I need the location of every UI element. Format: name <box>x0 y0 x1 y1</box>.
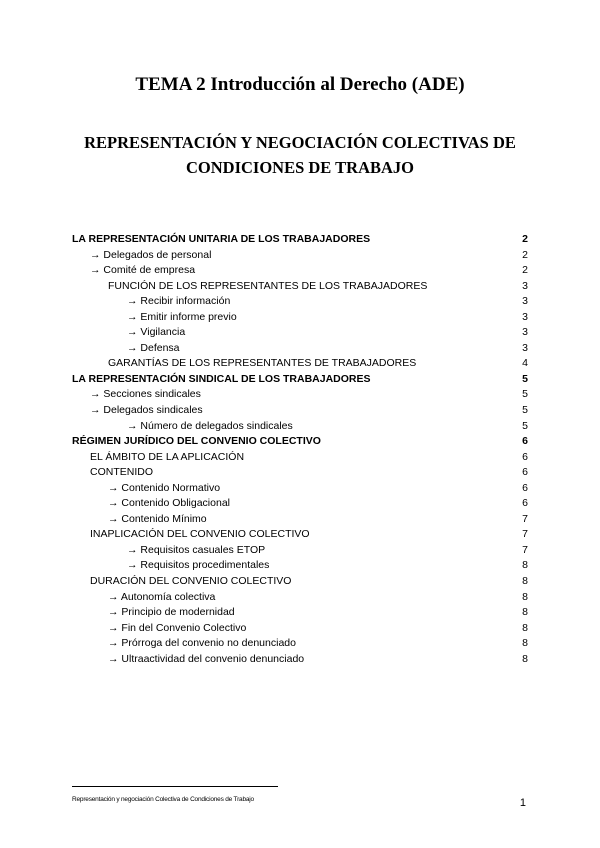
toc-entry-label: → Delegados de personal <box>90 248 212 261</box>
toc-entry-page: 3 <box>522 295 528 308</box>
toc-entry[interactable] <box>72 372 528 388</box>
toc-entry[interactable] <box>72 387 528 403</box>
toc-entry[interactable] <box>72 636 528 652</box>
page-number: 1 <box>519 797 526 809</box>
toc-entry-page: 6 <box>522 481 528 494</box>
toc-entry-page: 8 <box>522 652 528 665</box>
toc-entry[interactable] <box>72 325 528 341</box>
toc-entry-page: 2 <box>522 233 528 245</box>
toc-entry[interactable] <box>72 590 528 606</box>
toc-entry[interactable] <box>72 248 528 264</box>
toc-entry[interactable] <box>72 605 528 621</box>
toc-entry-page: 5 <box>522 404 528 417</box>
toc-entry[interactable] <box>72 294 528 310</box>
toc-entry[interactable] <box>72 232 528 248</box>
toc-entry-page: 8 <box>522 637 528 650</box>
toc-entry[interactable] <box>72 527 528 543</box>
toc-entry-label: → Ultraactividad del convenio denunciado <box>108 652 305 665</box>
toc-entry-label: LA REPRESENTACIÓN SINDICAL DE LOS TRABAJADORES <box>72 372 371 385</box>
toc-entry-page: 6 <box>522 450 528 463</box>
toc-entry[interactable] <box>72 652 528 668</box>
toc-entry[interactable] <box>72 465 528 481</box>
toc-entry-page: 5 <box>522 419 528 432</box>
toc-entry-label: INAPLICACIÓN DEL CONVENIO COLECTIVO <box>90 528 310 541</box>
toc-entry-page: 6 <box>522 466 528 479</box>
toc-entry-page: 6 <box>522 435 528 448</box>
document-title: TEMA 2 Introducción al Derecho (ADE) <box>135 74 465 95</box>
toc-entry-label: DURACIÓN DEL CONVENIO COLECTIVO <box>90 575 292 588</box>
toc-entry-page: 8 <box>522 590 528 603</box>
toc-entry-page: 8 <box>522 575 528 588</box>
toc-entry-label: → Vigilancia <box>127 326 186 339</box>
toc-entry[interactable] <box>72 621 528 637</box>
toc-entry-page: 8 <box>522 606 528 619</box>
toc-entry[interactable] <box>72 263 528 279</box>
toc-entry-page: 3 <box>522 310 528 323</box>
toc-entry-label: CONTENIDO <box>90 466 153 479</box>
toc-entry-label: LA REPRESENTACIÓN UNITARIA DE LOS TRABAJADORES <box>72 233 371 245</box>
toc-entry-label: RÉGIMEN JURÍDICO DEL CONVENIO COLECTIVO <box>72 435 321 448</box>
toc-entry-label: → Emitir informe previo <box>127 310 237 323</box>
subtitle-line-1: REPRESENTACIÓN Y NEGOCIACIÓN COLECTIVAS DE <box>84 133 516 152</box>
toc-entry[interactable] <box>72 543 528 559</box>
toc-entry[interactable] <box>72 481 528 497</box>
toc-entry-label: EL ÁMBITO DE LA APLICACIÓN <box>90 450 245 463</box>
toc-entry-page: 8 <box>522 621 528 634</box>
document-subtitle <box>0 130 600 180</box>
toc-entry[interactable] <box>72 356 528 372</box>
table-of-contents <box>72 232 528 667</box>
toc-entry[interactable] <box>72 434 528 450</box>
toc-entry-page: 2 <box>522 264 528 277</box>
toc-entry-page: 7 <box>522 512 528 525</box>
toc-entry-label: → Contenido Normativo <box>108 481 221 494</box>
toc-entry[interactable] <box>72 341 528 357</box>
toc-entry-label: → Requisitos procedimentales <box>127 559 270 572</box>
toc-entry[interactable] <box>72 512 528 528</box>
toc-entry[interactable] <box>72 574 528 590</box>
toc-entry-page: 7 <box>522 543 528 556</box>
toc-entry-page: 6 <box>522 497 528 510</box>
toc-entry-label: → Prórroga del convenio no denunciado <box>108 637 296 650</box>
toc-entry-label: → Defensa <box>127 341 180 354</box>
toc-entry-label: → Principio de modernidad <box>108 606 235 619</box>
toc-entry-page: 5 <box>522 388 528 401</box>
toc-entry-label: → Número de delegados sindicales <box>127 419 293 432</box>
toc-entry-page: 3 <box>522 326 528 339</box>
toc-entry-label: → Delegados sindicales <box>90 404 203 417</box>
toc-entry-label: FUNCIÓN DE LOS REPRESENTANTES DE LOS TRABAJADORES <box>108 279 428 292</box>
toc-entry-page: 7 <box>522 528 528 541</box>
toc-entry-page: 5 <box>522 372 528 385</box>
toc-entry-label: → Contenido Obligacional <box>108 497 230 510</box>
toc-entry-page: 4 <box>522 357 528 370</box>
toc-entry[interactable] <box>72 403 528 419</box>
subtitle-line-2: CONDICIONES DE TRABAJO <box>186 158 414 177</box>
toc-entry[interactable] <box>72 419 528 435</box>
toc-entry-label: → Autonomía colectiva <box>108 590 216 603</box>
toc-entry-page: 3 <box>522 279 528 292</box>
toc-entry-label: → Secciones sindicales <box>90 388 201 401</box>
toc-entry[interactable] <box>72 279 528 295</box>
footer-text: Representación y negociación Colectiva de Condiciones de Trabajo <box>72 796 254 803</box>
toc-entry[interactable] <box>72 310 528 326</box>
toc-entry-page: 3 <box>522 341 528 354</box>
toc-entry-label: → Comité de empresa <box>90 264 196 277</box>
toc-entry-label: → Contenido Mínimo <box>108 512 207 525</box>
toc-entry[interactable] <box>72 496 528 512</box>
toc-entry-label: → Recibir información <box>127 295 231 308</box>
toc-entry[interactable] <box>72 558 528 574</box>
toc-entry-label: GARANTÍAS DE LOS REPRESENTANTES DE TRABAJADORES <box>108 357 417 370</box>
toc-entry-page: 2 <box>522 248 528 261</box>
footer-divider <box>72 786 278 787</box>
toc-entry-label: → Fin del Convenio Colectivo <box>108 621 247 634</box>
toc-entry-label: → Requisitos casuales ETOP <box>127 543 266 556</box>
toc-entry[interactable] <box>72 450 528 466</box>
toc-entry-page: 8 <box>522 559 528 572</box>
